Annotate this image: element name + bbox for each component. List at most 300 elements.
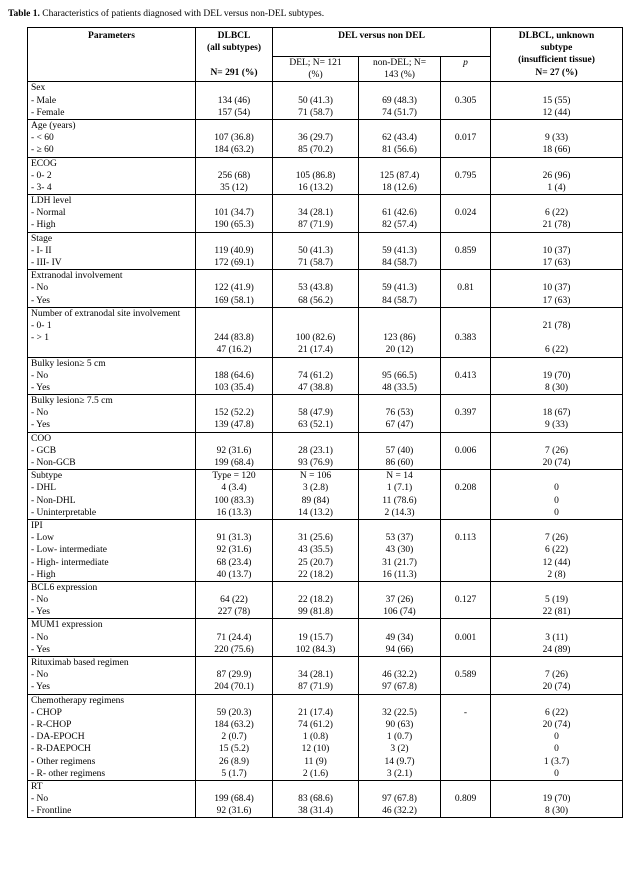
value: 9 (33) [545, 133, 568, 144]
parameter-cell [28, 694, 196, 780]
table-row [28, 581, 623, 619]
value: 184 (63.2) [214, 719, 254, 730]
row-label: - Yes [31, 607, 51, 618]
del-cell [273, 432, 359, 470]
value: 1 (0.7) [386, 732, 413, 743]
del-cell [273, 270, 359, 308]
parameter-cell [28, 432, 196, 470]
p-value [441, 144, 490, 156]
all-cell [196, 119, 273, 157]
value: 0 [554, 483, 559, 494]
header-del-group: DEL versus non DEL [273, 28, 491, 57]
spacer [491, 619, 622, 631]
row-label: - Yes [31, 644, 51, 655]
nondel-cell [359, 657, 441, 695]
group-title: ECOG [31, 158, 57, 169]
table-row [28, 619, 623, 657]
value: 2 (14.3) [384, 507, 415, 518]
value: 6 (22) [545, 208, 568, 219]
del-cell [273, 694, 359, 780]
unknown-cell [491, 470, 623, 520]
p-value: 0.397 [454, 408, 477, 419]
row-label: - No [31, 408, 49, 419]
all-cell [196, 357, 273, 395]
p-value [441, 606, 490, 618]
parameter-cell [28, 780, 196, 818]
row-label: - Yes [31, 382, 51, 393]
spacer [491, 358, 622, 370]
spacer [273, 358, 358, 370]
p-value [441, 768, 490, 780]
del-cell [273, 581, 359, 619]
spacer [491, 582, 622, 594]
value: 157 (54) [217, 107, 251, 118]
spacer [196, 695, 272, 707]
value: 21 (78) [542, 320, 571, 331]
value: 94 (66) [385, 644, 414, 655]
group-title: RT [31, 781, 43, 792]
table-row [28, 82, 623, 120]
p-value [441, 182, 490, 194]
value: 101 (34.7) [214, 208, 254, 219]
all-cell [196, 195, 273, 233]
p-value [441, 743, 490, 755]
p-value [441, 557, 490, 569]
value: 107 (36.8) [214, 133, 254, 144]
spacer [359, 358, 440, 370]
spacer [441, 520, 490, 532]
parameter-cell [28, 657, 196, 695]
parameter-cell [28, 395, 196, 433]
value: 20 (74) [542, 458, 571, 468]
p-value [441, 419, 490, 431]
spacer [273, 320, 358, 332]
value: 105 (86.8) [295, 170, 336, 181]
value: 34 (28.1) [298, 670, 333, 681]
value: 172 (69.1) [214, 258, 254, 268]
value: 0 [554, 744, 559, 755]
subtotal-value: N = 14 [386, 471, 413, 482]
header-row-1 [28, 28, 623, 57]
spacer [196, 395, 272, 407]
value: 83 (68.6) [298, 794, 333, 805]
p-cell [441, 470, 491, 520]
unknown-cell [491, 119, 623, 157]
spacer [359, 520, 440, 532]
value: 22 (18.2) [298, 569, 333, 580]
group-title: IPI [31, 520, 43, 531]
value: 8 (30) [545, 382, 568, 393]
group-title: Age (years) [31, 120, 76, 131]
value: 17 (63) [542, 295, 571, 306]
p-value [441, 644, 490, 656]
nondel-cell [359, 470, 441, 520]
table-row [28, 357, 623, 395]
p-cell [441, 307, 491, 357]
value: 18 (66) [542, 145, 571, 156]
p-cell [441, 780, 491, 818]
del-cell [273, 357, 359, 395]
p-value [441, 295, 490, 307]
parameter-cell [28, 581, 196, 619]
spacer [359, 781, 440, 793]
spacer [441, 195, 490, 207]
value: 35 (12) [220, 182, 248, 193]
value: 7 (26) [545, 445, 568, 456]
value: 71 (58.7) [298, 107, 333, 118]
spacer [273, 195, 358, 207]
nondel-cell [359, 157, 441, 195]
value: 8 (30) [545, 806, 568, 817]
row-label: - DA-EPOCH [31, 732, 85, 743]
table-row [28, 657, 623, 695]
value: 106 (74) [383, 607, 416, 618]
parameter-cell [28, 232, 196, 270]
spacer [441, 270, 490, 282]
value: 32 (22.5) [382, 707, 417, 718]
value: 3 (2) [390, 744, 409, 755]
row-label: - Non-DHL [31, 495, 76, 506]
value: 6 (22) [545, 345, 568, 356]
value: 57 (40) [385, 445, 414, 456]
value: 25 (20.7) [298, 557, 333, 568]
value: 22 (18.2) [298, 595, 333, 606]
value: 169 (58.1) [214, 295, 254, 306]
value: 87 (29.9) [216, 670, 252, 681]
unknown-cell [491, 780, 623, 818]
value: 74 (61.2) [298, 719, 333, 730]
value: 4 (3.4) [221, 483, 247, 494]
value: 37 (26) [385, 595, 414, 606]
value: 100 (82.6) [295, 333, 336, 344]
value: 26 (8.9) [218, 756, 250, 767]
value: 20 (74) [542, 682, 571, 693]
spacer [441, 320, 490, 332]
spacer [359, 270, 440, 282]
value: 5 (1.7) [221, 768, 247, 779]
p-cell [441, 581, 491, 619]
value: 62 (43.4) [382, 133, 417, 144]
value: 1 (4) [547, 182, 566, 193]
value: 119 (40.9) [214, 245, 254, 256]
row-label: - No [31, 632, 49, 643]
all-cell [196, 82, 273, 120]
p-value [441, 805, 490, 817]
value: 93 (76.9) [298, 458, 333, 468]
spacer [273, 781, 358, 793]
value: 53 (43.8) [298, 283, 333, 294]
value: 71 (24.4) [216, 632, 252, 643]
row-label: - No [31, 370, 49, 381]
del-cell [273, 519, 359, 581]
spacer [441, 582, 490, 594]
value: 103 (35.4) [214, 382, 254, 393]
p-value [441, 756, 490, 768]
p-value [441, 495, 490, 507]
value: 92 (31.6) [216, 545, 252, 556]
table-row [28, 307, 623, 357]
value: 74 (51.7) [382, 107, 417, 118]
value: 256 (68) [217, 170, 251, 181]
group-title: Number of extranodal site involvement [31, 308, 181, 319]
p-value: 0.208 [454, 483, 477, 494]
value: 2 (0.7) [221, 732, 247, 743]
spacer [273, 520, 358, 532]
p-cell [441, 119, 491, 157]
value: 89 (84) [301, 495, 330, 506]
spacer [196, 358, 272, 370]
all-cell [196, 619, 273, 657]
p-value: 0.305 [454, 95, 477, 106]
value: 46 (32.2) [382, 670, 417, 681]
value: 92 (31.6) [216, 445, 252, 456]
value: 6 (22) [545, 545, 568, 556]
value: 100 (83.3) [214, 495, 254, 506]
row-label: - GCB [31, 445, 57, 456]
spacer [196, 233, 272, 245]
unknown-cell [491, 357, 623, 395]
del-cell [273, 232, 359, 270]
table-caption-text: Characteristics of patients diagnosed with DEL versus non-DEL subtypes. [42, 9, 325, 19]
value: 10 (37) [542, 283, 571, 294]
value: 1 (7.1) [386, 483, 413, 494]
value: 152 (52.2) [214, 408, 254, 419]
value: 3 (11) [545, 632, 568, 643]
header-unknown: DLBCL, unknown subtype (insufficient tissue) N= 27 (%) [491, 28, 623, 82]
group-title: Sex [31, 83, 46, 94]
row-label: - No [31, 794, 49, 805]
row-label: - High [31, 220, 56, 231]
value: 20 (74) [542, 719, 571, 730]
value: 190 (65.3) [214, 220, 254, 231]
nondel-cell [359, 232, 441, 270]
table-row [28, 694, 623, 780]
row-label: - I- II [31, 245, 52, 256]
value: 6 (22) [545, 707, 568, 718]
value: 15 (5.2) [218, 744, 250, 755]
group-title: Extranodal involvement [31, 271, 123, 282]
del-cell [273, 780, 359, 818]
table-row [28, 195, 623, 233]
spacer [441, 308, 490, 320]
p-value [441, 731, 490, 743]
value: 97 (67.8) [382, 794, 417, 805]
spacer [441, 657, 490, 669]
value: 9 (33) [545, 420, 568, 431]
row-label: - Low [31, 533, 54, 544]
value: 31 (21.7) [382, 557, 417, 568]
spacer [359, 657, 440, 669]
p-value: 0.859 [454, 245, 477, 256]
row-label: - Other regimens [31, 756, 96, 767]
row-label: - Yes [31, 420, 51, 431]
spacer [441, 82, 490, 94]
nondel-cell [359, 357, 441, 395]
spacer [196, 520, 272, 532]
p-value: 0.127 [454, 595, 477, 606]
group-title: Bulky lesion≥ 7.5 cm [31, 396, 113, 407]
spacer [196, 582, 272, 594]
group-title: COO [31, 433, 52, 444]
spacer [359, 619, 440, 631]
value: 68 (56.2) [298, 295, 333, 306]
p-value: 0.001 [454, 632, 477, 643]
del-cell [273, 619, 359, 657]
value: 21 (17.4) [298, 345, 333, 356]
p-cell [441, 395, 491, 433]
group-title: LDH level [31, 196, 72, 207]
value: 2 (1.6) [302, 768, 329, 779]
group-title: Stage [31, 233, 53, 244]
row-label: - ≥ 60 [31, 145, 54, 156]
value: 1 (0.8) [302, 732, 329, 743]
spacer [491, 233, 622, 245]
value: 227 (78) [217, 607, 251, 618]
value: 14 (13.2) [298, 507, 333, 518]
value: 244 (83.8) [214, 333, 254, 344]
parameter-cell [28, 519, 196, 581]
group-title: Bulky lesion≥ 5 cm [31, 358, 106, 369]
value: 81 (56.6) [382, 145, 417, 156]
table-caption [8, 9, 324, 19]
row-label: - No [31, 670, 49, 681]
value: 21 (17.4) [298, 707, 333, 718]
group-title: BCL6 expression [31, 582, 98, 593]
p-value [441, 681, 490, 693]
value: 0 [554, 732, 559, 743]
del-cell [273, 307, 359, 357]
p-value [441, 457, 490, 469]
value: 16 (13.2) [298, 182, 333, 193]
p-value [441, 382, 490, 394]
row-label: - CHOP [31, 707, 62, 718]
parameter-cell [28, 357, 196, 395]
row-label: - Non-GCB [31, 458, 76, 468]
nondel-cell [359, 270, 441, 308]
table-row [28, 780, 623, 818]
p-value [441, 257, 490, 269]
all-cell [196, 657, 273, 695]
row-label: - 0- 1 [31, 320, 52, 331]
spacer [359, 82, 440, 94]
row-label: - R-DAEPOCH [31, 744, 91, 755]
spacer [359, 433, 440, 445]
all-cell [196, 157, 273, 195]
spacer [196, 195, 272, 207]
p-cell [441, 357, 491, 395]
row-label: - 0- 2 [31, 170, 52, 181]
del-cell [273, 82, 359, 120]
header-p: p [441, 57, 491, 82]
value: 59 (41.3) [382, 283, 417, 294]
nondel-cell [359, 195, 441, 233]
nondel-cell [359, 780, 441, 818]
value: 199 (68.4) [214, 794, 254, 805]
value: 47 (38.8) [298, 382, 333, 393]
spacer [441, 233, 490, 245]
value: 49 (34) [385, 632, 414, 643]
table-row [28, 270, 623, 308]
value: 14 (9.7) [384, 756, 415, 767]
unknown-cell [491, 619, 623, 657]
p-value [441, 219, 490, 231]
spacer [196, 433, 272, 445]
unknown-cell [491, 270, 623, 308]
nondel-cell [359, 432, 441, 470]
spacer [491, 82, 622, 94]
p-value: - [463, 707, 468, 718]
spacer [359, 195, 440, 207]
value: 84 (58.7) [382, 258, 417, 268]
value: 47 (16.2) [216, 345, 252, 356]
value: 76 (53) [385, 408, 414, 419]
spacer [273, 270, 358, 282]
all-cell [196, 232, 273, 270]
p-value [441, 719, 490, 731]
table-row [28, 232, 623, 270]
spacer [273, 582, 358, 594]
nondel-cell [359, 694, 441, 780]
spacer [196, 657, 272, 669]
p-value: 0.017 [454, 133, 477, 144]
p-cell [441, 232, 491, 270]
spacer [491, 270, 622, 282]
table-row [28, 432, 623, 470]
all-cell [196, 470, 273, 520]
value: 7 (26) [545, 670, 568, 681]
p-value: 0.024 [454, 208, 477, 219]
value: 24 (89) [542, 644, 571, 655]
value: 19 (70) [542, 370, 571, 381]
spacer [359, 320, 440, 332]
spacer [491, 433, 622, 445]
header-dlbcl-all: DLBCL (all subtypes) N= 291 (%) [196, 28, 273, 82]
spacer [441, 120, 490, 132]
p-value [441, 544, 490, 556]
row-label: - Low- intermediate [31, 545, 107, 556]
value: 38 (31.4) [298, 806, 333, 817]
value: 16 (13.3) [216, 507, 252, 518]
row-label: - High [31, 569, 56, 580]
p-value: 0.795 [454, 170, 477, 181]
del-cell [273, 195, 359, 233]
spacer [273, 657, 358, 669]
spacer [359, 395, 440, 407]
value: 50 (41.3) [298, 245, 333, 256]
value: 204 (70.1) [214, 682, 254, 693]
value: 34 (28.1) [298, 208, 333, 219]
del-cell [273, 470, 359, 520]
value: 123 (86) [383, 333, 416, 344]
unknown-cell [491, 307, 623, 357]
value: 99 (81.8) [298, 607, 333, 618]
row-label: - No [31, 595, 49, 606]
spacer [359, 308, 440, 320]
del-cell [273, 657, 359, 695]
spacer [196, 158, 272, 170]
row-label: - Male [31, 95, 57, 106]
unknown-cell [491, 395, 623, 433]
spacer [491, 120, 622, 132]
value: 19 (70) [542, 794, 571, 805]
value: 125 (87.4) [379, 170, 420, 181]
value: 19 (15.7) [298, 632, 333, 643]
spacer [359, 582, 440, 594]
p-value: 0.81 [457, 283, 474, 294]
spacer [491, 158, 622, 170]
value: 48 (33.5) [382, 382, 417, 393]
value: 40 (13.7) [216, 569, 252, 580]
